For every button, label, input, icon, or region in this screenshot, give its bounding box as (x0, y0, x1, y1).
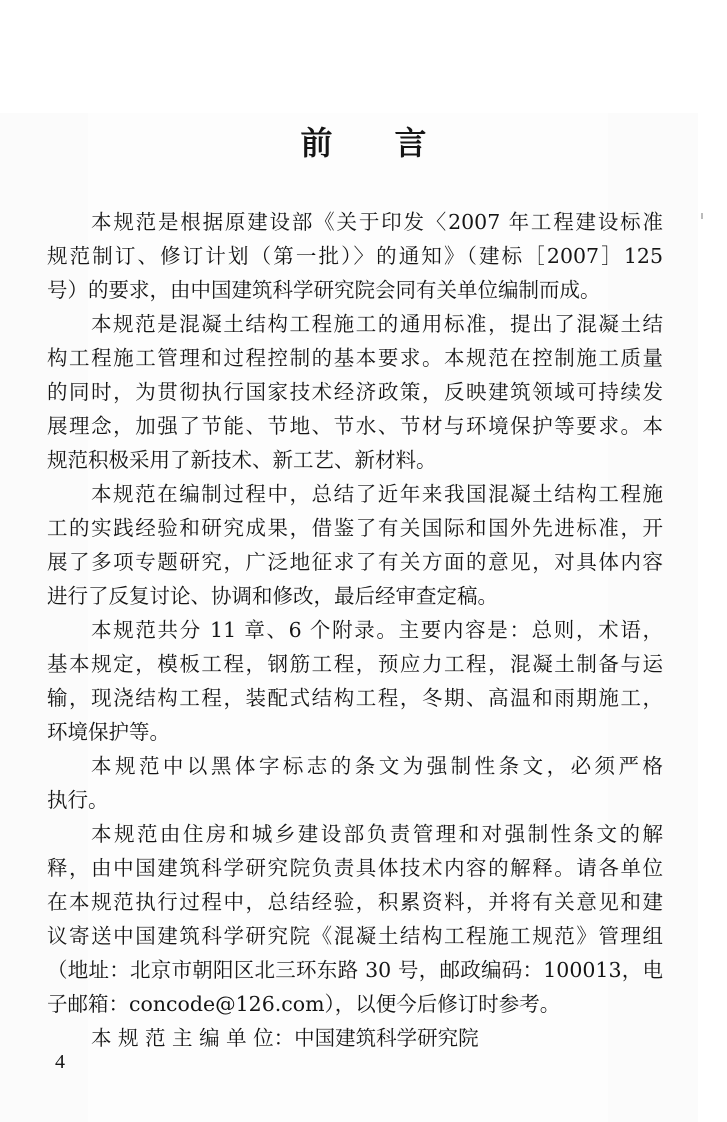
title-char-1: 前 (300, 124, 333, 162)
title-char-2: 言 (394, 124, 427, 162)
text-line: 展理念，加强了节能、节地、节水、节材与环境保护等要求。本 (47, 414, 663, 438)
page-title (0, 118, 727, 164)
scan-speck (701, 213, 703, 219)
text-line: 输，现浇结构工程，装配式结构工程，冬期、高温和雨期施工， (47, 686, 663, 710)
text-line: 本 规 范 主 编 单 位：中国建筑科学研究院 (91, 1026, 479, 1050)
text-line: 基本规定，模板工程，钢筋工程，预应力工程，混凝土制备与运 (47, 652, 663, 676)
text-line: 环境保护等。 (47, 720, 170, 744)
text-line: 本规范共分 11 章、6 个附录。主要内容是：总则，术语， (91, 618, 663, 642)
page-number: 4 (55, 1051, 65, 1073)
text-line: 规范积极采用了新技术、新工艺、新材料。 (47, 448, 437, 472)
text-line: 议寄送中国建筑科学研究院《混凝土结构工程施工规范》管理组 (47, 924, 663, 948)
text-line: （地址：北京市朝阳区北三环东路 30 号，邮政编码：100013，电 (47, 958, 663, 982)
text-line: 本规范是根据原建设部《关于印发〈2007 年工程建设标准 (91, 210, 663, 234)
text-line: 构工程施工管理和过程控制的基本要求。本规范在控制施工质量 (47, 346, 663, 370)
text-line: 释，由中国建筑科学研究院负责具体技术内容的解释。请各单位 (47, 856, 663, 880)
text-line: 执行。 (47, 788, 109, 812)
text-line: 本规范中以黑体字标志的条文为强制性条文，必须严格 (91, 754, 663, 778)
text-line: 子邮箱：concode@126.com），以便今后修订时参考。 (47, 992, 561, 1016)
text-line: 本规范在编制过程中，总结了近年来我国混凝土结构工程施 (91, 482, 663, 506)
text-line: 的同时，为贯彻执行国家技术经济政策，反映建筑领域可持续发 (47, 380, 663, 404)
text-line: 工的实践经验和研究成果，借鉴了有关国际和国外先进标准，开 (47, 516, 663, 540)
text-line: 规范制订、修订计划（第一批）〉的通知》（建标［2007］125 (47, 244, 663, 268)
text-line: 本规范是混凝土结构工程施工的通用标准，提出了混凝土结 (91, 312, 663, 336)
text-line: 号）的要求，由中国建筑科学研究院会同有关单位编制而成。 (47, 278, 601, 302)
text-line: 展了多项专题研究，广泛地征求了有关方面的意见，对具体内容 (47, 550, 663, 574)
text-line: 进行了反复讨论、协调和修改，最后经审查定稿。 (47, 584, 498, 608)
text-line: 本规范由住房和城乡建设部负责管理和对强制性条文的解 (91, 822, 663, 846)
text-line: 在本规范执行过程中，总结经验，积累资料，并将有关意见和建 (47, 890, 663, 914)
